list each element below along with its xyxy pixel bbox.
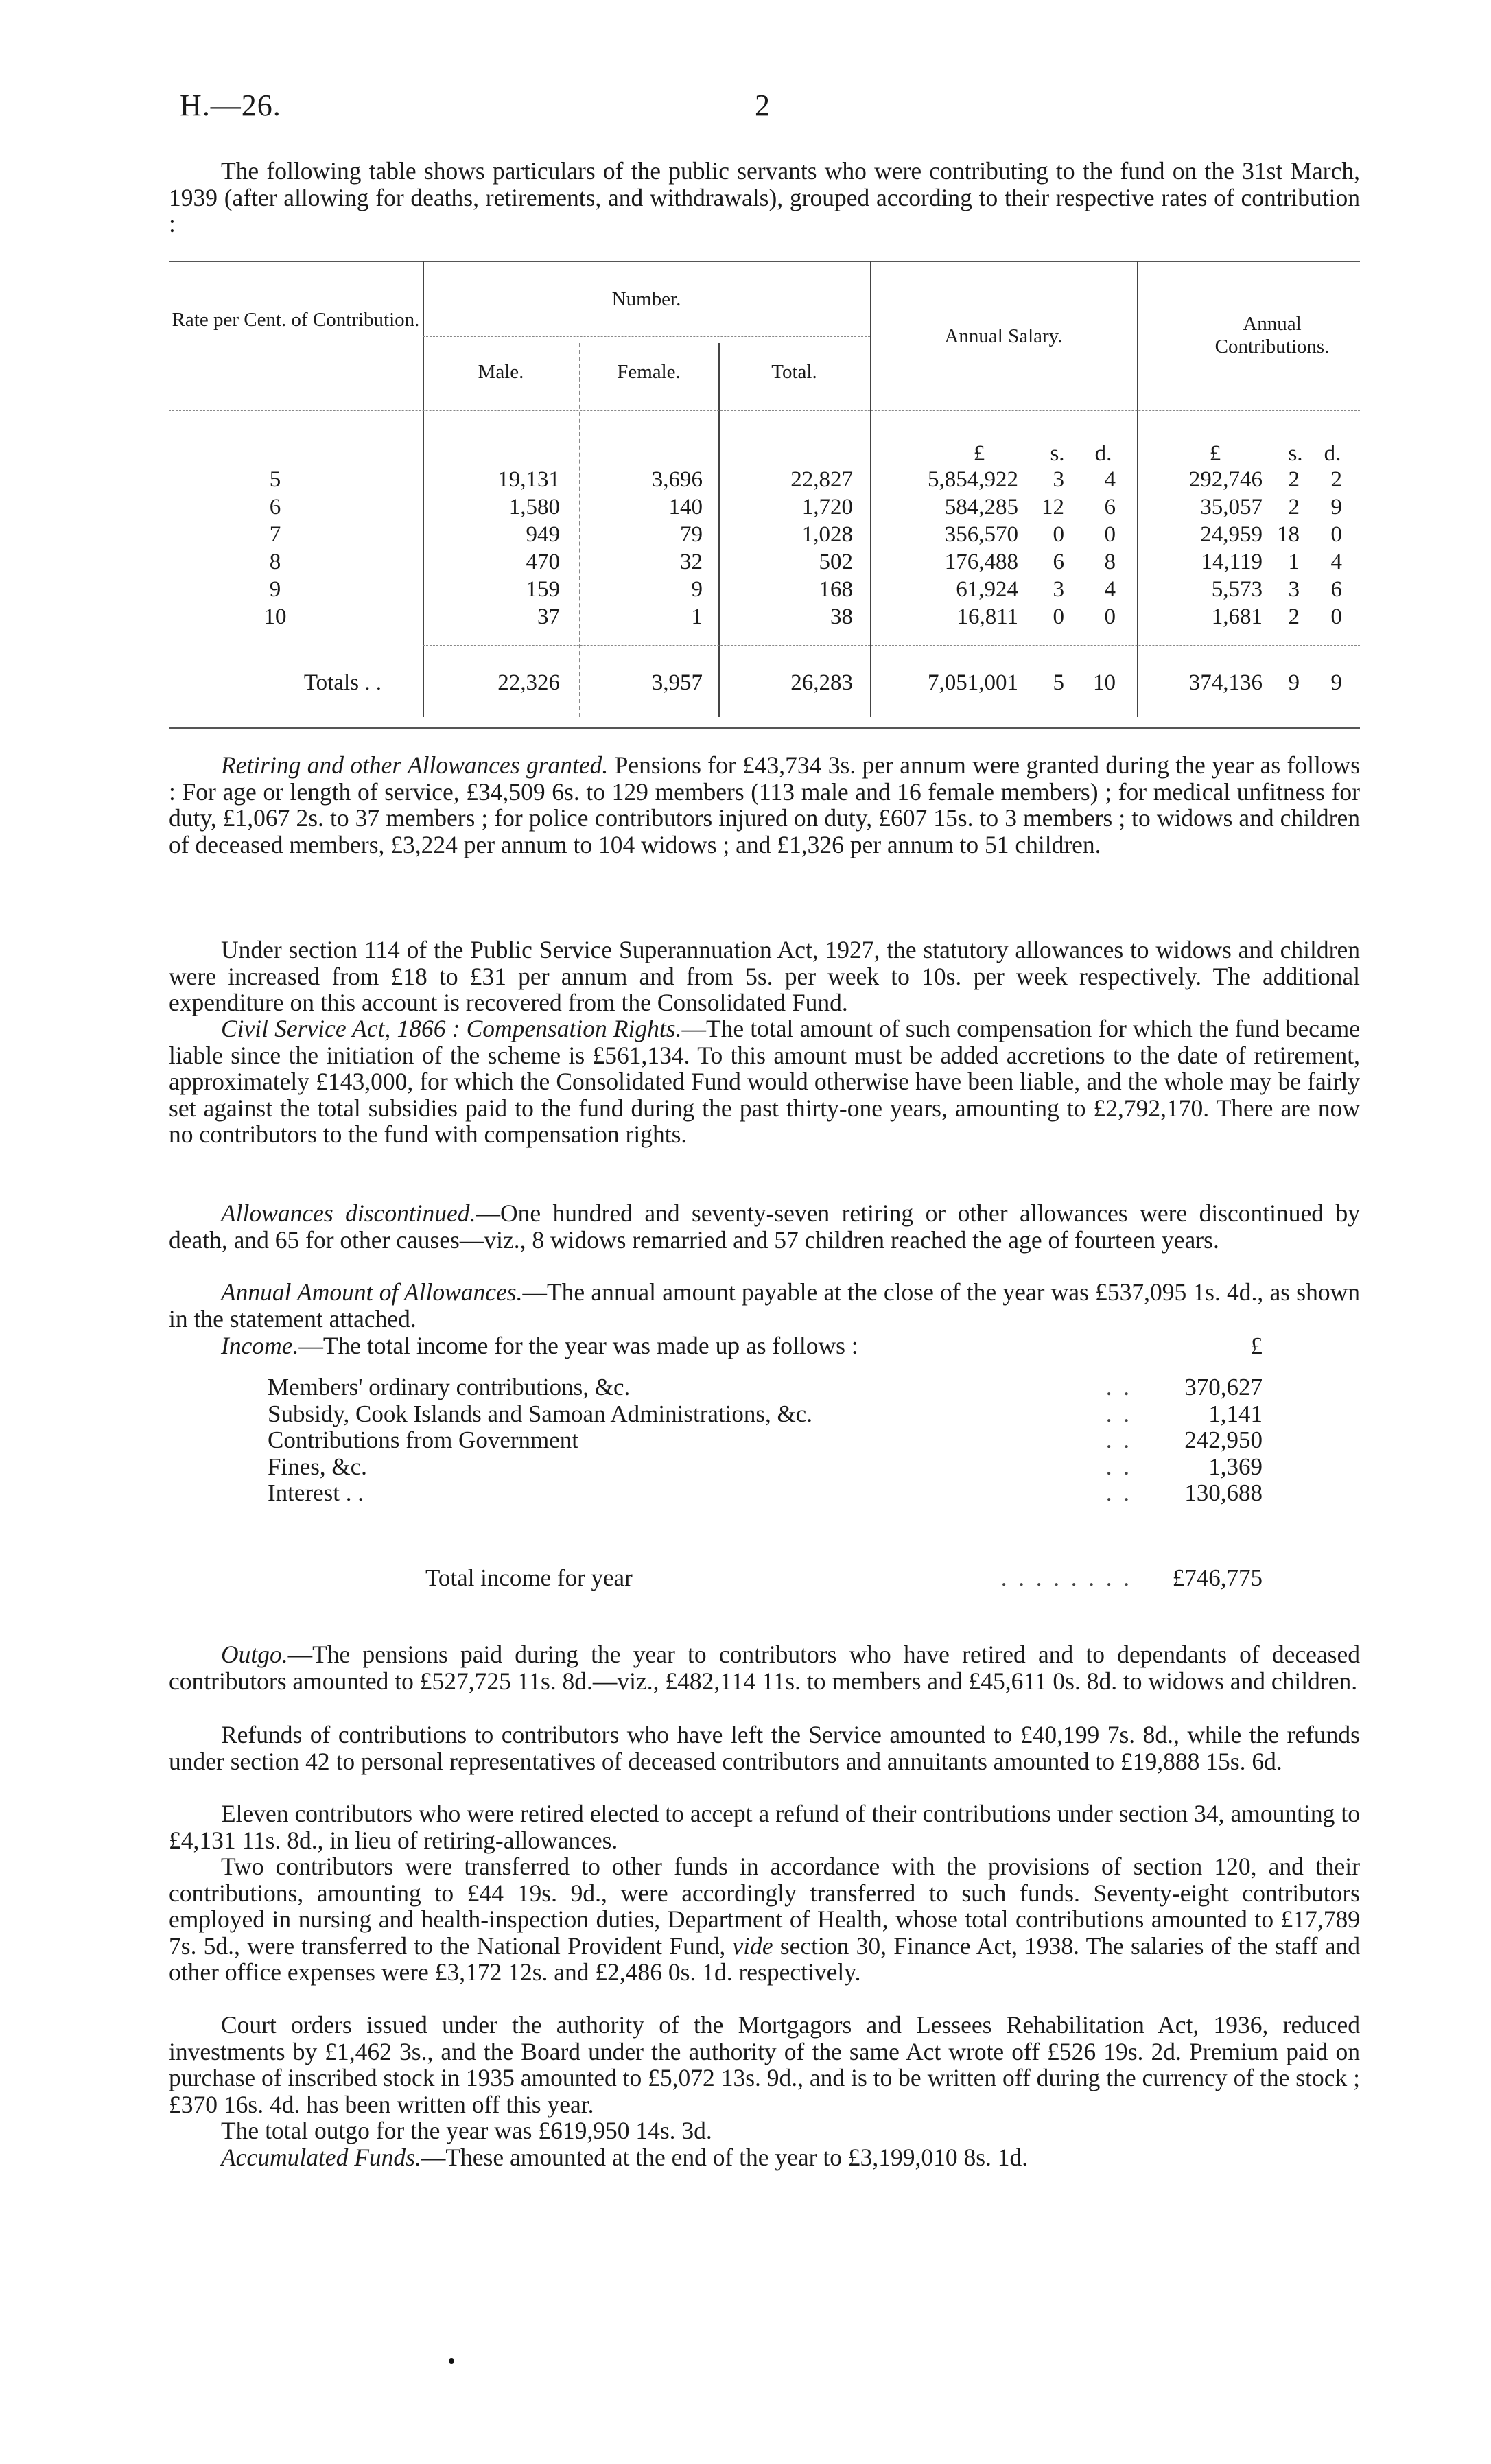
cell-female: 1: [691, 605, 703, 629]
transfers-text-after: section 30, Finance Act, 1938. The salaries of the staff and other office expenses were £3,172 12s. and £2,486 0s. 1d. respectively.: [169, 1932, 1360, 1986]
income-total-row: [268, 1564, 1263, 1592]
cell-salary-pounds: 5,854,922: [928, 467, 1018, 492]
cell-salary-shillings: 6: [1053, 550, 1064, 574]
report-code: H.—26.: [180, 89, 281, 122]
outgo-paragraph: [169, 1641, 1360, 1694]
cell-salary-shillings: 0: [1053, 522, 1064, 547]
cell-salary-pence: 4: [1104, 577, 1116, 602]
cell-total: 22,827: [790, 467, 853, 492]
salary-shilling-unit: s.: [1050, 441, 1065, 466]
income-item: [268, 1374, 1263, 1401]
cell-total: 168: [819, 577, 853, 602]
income-currency: £: [1250, 1333, 1263, 1359]
annual-amount-paragraph: [169, 1279, 1360, 1332]
cell-salary-pounds: 176,488: [944, 550, 1018, 574]
income-item-label: Fines, &c.: [268, 1453, 367, 1480]
cell-contrib-pence: 4: [1330, 550, 1342, 574]
cell-salary-shillings: 3: [1053, 467, 1064, 492]
income-total-label: Total income for year: [425, 1564, 633, 1591]
salary-header: Annual Salary.: [944, 325, 1063, 347]
income-item-label: Contributions from Government: [268, 1427, 579, 1453]
cell-contrib-pounds: 14,119: [1201, 550, 1263, 574]
cell-rate: 7: [269, 522, 281, 547]
cell-contrib-shillings: 2: [1288, 467, 1300, 492]
cell-rate: 8: [269, 550, 281, 574]
income-item: [268, 1453, 1263, 1481]
cell-contrib-shillings: 3: [1288, 577, 1300, 602]
income-item-leader: . .: [1105, 1400, 1132, 1427]
civil-service-paragraph: [169, 1016, 1360, 1148]
salary-pence-unit: d.: [1094, 441, 1112, 466]
cell-rate: 10: [263, 605, 287, 629]
cell-salary-pounds: 61,924: [956, 577, 1018, 602]
cell-salary-pounds: 16,811: [956, 605, 1018, 629]
salary-pound-unit: £: [973, 441, 985, 466]
table-bottom-rule: [169, 727, 1360, 729]
vide-word: vide: [732, 1932, 773, 1960]
accumulated-funds-body: —These amounted at the end of the year to £3,199,010 8s. 1d.: [421, 2144, 1029, 2171]
income-item-leader: . .: [1105, 1479, 1132, 1506]
page-mark-dot: [449, 2358, 454, 2364]
total-outgo-text: The total outgo for the year was £619,950 14s. 3d.: [221, 2117, 712, 2144]
income-item: [268, 1427, 1263, 1454]
contrib-pound-unit: £: [1209, 441, 1221, 466]
cell-female: 32: [680, 550, 703, 574]
cell-male: 37: [537, 605, 560, 629]
cell-female: 3,696: [651, 467, 703, 492]
number-header: Number.: [611, 288, 681, 310]
allowances-discontinued-paragraph: [169, 1200, 1360, 1253]
contributions-header: Annual Contributions.: [1214, 313, 1330, 357]
cell-female: 140: [668, 495, 703, 519]
court-orders-paragraph: [169, 2012, 1360, 2117]
cell-total: 502: [819, 550, 853, 574]
outgo-heading: Outgo.: [221, 1641, 288, 1668]
eleven-text: Eleven contributors who were retired elected to accept a refund of their contributions under section 34, amounting to £4,131 11s. 8d., in lieu of retiring-allowances.: [169, 1800, 1360, 1854]
page-number: 2: [755, 89, 770, 122]
totals-salary-shillings: 5: [1053, 670, 1064, 695]
cell-contrib-pence: 0: [1330, 522, 1342, 547]
totals-contrib-shillings: 9: [1288, 670, 1300, 695]
cell-salary-pence: 8: [1104, 550, 1116, 574]
cell-female: 9: [691, 577, 703, 602]
totals-salary-pence: 10: [1093, 670, 1116, 695]
cell-salary-shillings: 3: [1053, 577, 1064, 602]
intro-text: The following table shows particulars of the public servants who were contributing to the fund on the 31st March, 1939 (after allowing for deaths, retirements, and withdrawals), grouped according to their respective rates of contribution :: [169, 157, 1360, 237]
cell-rate: 5: [269, 467, 281, 492]
total-outgo-paragraph: [169, 2117, 1360, 2144]
accumulated-funds-heading: Accumulated Funds.: [221, 2144, 421, 2171]
totals-female: 3,957: [651, 670, 703, 695]
cell-total: 1,720: [801, 495, 853, 519]
total-header: Total.: [771, 361, 817, 383]
income-total-value: £746,775: [1172, 1564, 1263, 1591]
transfers-paragraph: [169, 1853, 1360, 1986]
header-bottom-rule: [169, 410, 1360, 411]
cell-contrib-shillings: 2: [1288, 605, 1300, 629]
refunds-paragraph: [169, 1722, 1360, 1774]
income-item-label: Subsidy, Cook Islands and Samoan Administrations, &c.: [268, 1400, 812, 1427]
cell-male: 470: [526, 550, 560, 574]
annual-amount-heading: Annual Amount of Allowances.: [221, 1278, 523, 1306]
cell-male: 19,131: [497, 467, 560, 492]
totals-contrib-pounds: 374,136: [1188, 670, 1263, 695]
cell-salary-pence: 0: [1104, 522, 1116, 547]
income-intro-text: —The total income for the year was made up as follows :: [298, 1332, 858, 1359]
table-top-rule: [169, 261, 1360, 262]
cell-total: 1,028: [801, 522, 853, 547]
cell-rate: 6: [269, 495, 281, 519]
income-item-value: 1,369: [1208, 1453, 1263, 1480]
totals-rule: [423, 645, 1360, 646]
cell-contrib-pence: 2: [1330, 467, 1342, 492]
court-orders-text: Court orders issued under the authority of the Mortgagors and Lessees Rehabilitation Act, 1936, reduced investments by £1,462 3s., and the Board under the authority of the same Act wrote off £526 19s. 2d. Premium paid on purchase of inscribed stock in 1935 amounted to £5,072 13s. 9d., and is to be written off during the currency of the stock ; £370 16s. 4d. has been written off this year.: [169, 2011, 1360, 2118]
cell-female: 79: [680, 522, 703, 547]
eleven-contributors-paragraph: [169, 1800, 1360, 1853]
annual-amount-body: —The annual amount payable at the close of the year was £537,095 1s. 4d., as shown in the statement attached.: [169, 1278, 1360, 1333]
cell-contrib-pounds: 1,681: [1211, 605, 1263, 629]
contrib-pence-unit: d.: [1324, 441, 1341, 466]
cell-contrib-pounds: 5,573: [1211, 577, 1263, 602]
cell-contrib-pounds: 24,959: [1200, 522, 1263, 547]
rate-header: Rate per Cent. of Contribution.: [172, 309, 420, 331]
cell-contrib-pounds: 35,057: [1200, 495, 1263, 519]
totals-contrib-pence: 9: [1330, 670, 1342, 695]
retiring-heading: Retiring and other Allowances granted.: [221, 751, 609, 779]
section-114-text: Under section 114 of the Public Service Superannuation Act, 1927, the statutory allowances to widows and children were increased from £18 to £31 per annum and from 5s. per week to 10s. per week respectively. The additional expenditure on this account is recovered from the Consolidated Fund.: [169, 936, 1360, 1016]
cell-male: 1,580: [508, 495, 560, 519]
discontinued-heading: Allowances discontinued.: [221, 1199, 476, 1227]
income-item-value: 1,141: [1208, 1400, 1263, 1427]
outgo-body: —The pensions paid during the year to contributors who have retired and to dependants of deceased contributors amounted to £527,725 11s. 8d.—viz., £482,114 11s. to members and £45,611 0s. 8d. to widows and children.: [169, 1641, 1360, 1695]
totals-male: 22,326: [497, 670, 560, 695]
cell-salary-pence: 0: [1104, 605, 1116, 629]
cell-salary-shillings: 12: [1042, 495, 1064, 519]
discontinued-body: —One hundred and seventy-seven retiring or other allowances were discontinued by death, and 65 for other causes—viz., 8 widows remarried and 57 children reached the age of fourteen years.: [169, 1199, 1360, 1254]
cell-contrib-shillings: 18: [1277, 522, 1300, 547]
income-item-leader: . .: [1105, 1427, 1132, 1453]
cell-contrib-shillings: 1: [1288, 550, 1300, 574]
female-header: Female.: [617, 361, 681, 383]
totals-salary-pounds: 7,051,001: [928, 670, 1018, 695]
refunds-text: Refunds of contributions to contributors who have left the Service amounted to £40,199 7s. 8d., while the refunds under section 42 to personal representatives of deceased contributors and annuitants amounted to £19,888 15s. 6d.: [169, 1721, 1360, 1775]
civil-service-body: —The total amount of such compensation for which the fund became liable since the initiation of the scheme is £561,134. To this amount must be added accretions to the date of retirement, approximately £143,000, for which the Consolidated Fund would otherwise have been liable, and the whole may be fairly set against the total subsidies paid to the fund during the past thirty-one years, amounting to £2,792,170. There are now no contributors to the fund with compensation rights.: [169, 1015, 1360, 1148]
totals-total: 26,283: [790, 670, 853, 695]
accumulated-funds-paragraph: [169, 2144, 1360, 2171]
cell-salary-pounds: 356,570: [944, 522, 1018, 547]
income-item-leader: . .: [1105, 1374, 1132, 1400]
section-114-paragraph: [169, 937, 1360, 1016]
retiring-body: Pensions for £43,734 3s. per annum were granted during the year as follows : For age or length of service, £34,509 6s. to 129 members (113 male and 16 female members) ; for medical unfitness for duty, £1,067 2s. to 37 members ; for police contributors injured on duty, £607 15s. to 3 members ; to widows and children of deceased members, £3,224 per annum to 104 widows ; and £1,326 per annum to 51 children.: [169, 751, 1361, 858]
intro-paragraph: [169, 158, 1360, 237]
transfers-text-before: Two contributors were transferred to other funds in accordance with the provisions of section 120, and their contributions, amounting to £44 19s. 9d., were accordingly transferred to such funds. Seventy-eight contributors employed in nursing and health-inspection duties, Department of Health, whose total contributions amounted to £17,789 7s. 5d., were transferred to the National Provident Fund,: [169, 1853, 1360, 1960]
income-item-value: 130,688: [1184, 1479, 1263, 1506]
income-total-leader: . . . . . . . .: [1000, 1564, 1132, 1591]
cell-contrib-pence: 9: [1330, 495, 1342, 519]
income-item: [268, 1400, 1263, 1428]
contrib-shilling-unit: s.: [1288, 441, 1303, 466]
income-item-label: Members' ordinary contributions, &c.: [268, 1374, 631, 1400]
civil-service-heading: Civil Service Act, 1866 : Compensation Rights.: [221, 1015, 682, 1042]
cell-contrib-pence: 0: [1330, 605, 1342, 629]
totals-label: Totals . .: [303, 670, 381, 695]
cell-male: 159: [526, 577, 560, 602]
cell-salary-shillings: 0: [1053, 605, 1064, 629]
cell-salary-pence: 4: [1104, 467, 1116, 492]
contribution-table: [169, 261, 1360, 741]
cell-contrib-pence: 6: [1330, 577, 1342, 602]
male-header: Male.: [478, 361, 524, 383]
cell-salary-pence: 6: [1104, 495, 1116, 519]
cell-rate: 9: [269, 577, 281, 602]
number-header-rule: [423, 336, 870, 337]
income-item-value: 242,950: [1184, 1427, 1263, 1453]
income-item-value: 370,627: [1184, 1374, 1263, 1400]
income-item-label: Interest . .: [268, 1479, 364, 1506]
income-heading: Income.: [221, 1332, 299, 1359]
income-item-leader: . .: [1105, 1453, 1132, 1480]
cell-contrib-shillings: 2: [1288, 495, 1300, 519]
cell-salary-pounds: 584,285: [944, 495, 1018, 519]
cell-male: 949: [526, 522, 560, 547]
income-intro: [169, 1333, 1164, 1359]
income-item: [268, 1479, 1263, 1507]
retiring-allowances-paragraph: [169, 752, 1360, 858]
cell-total: 38: [830, 605, 853, 629]
cell-contrib-pounds: 292,746: [1188, 467, 1263, 492]
